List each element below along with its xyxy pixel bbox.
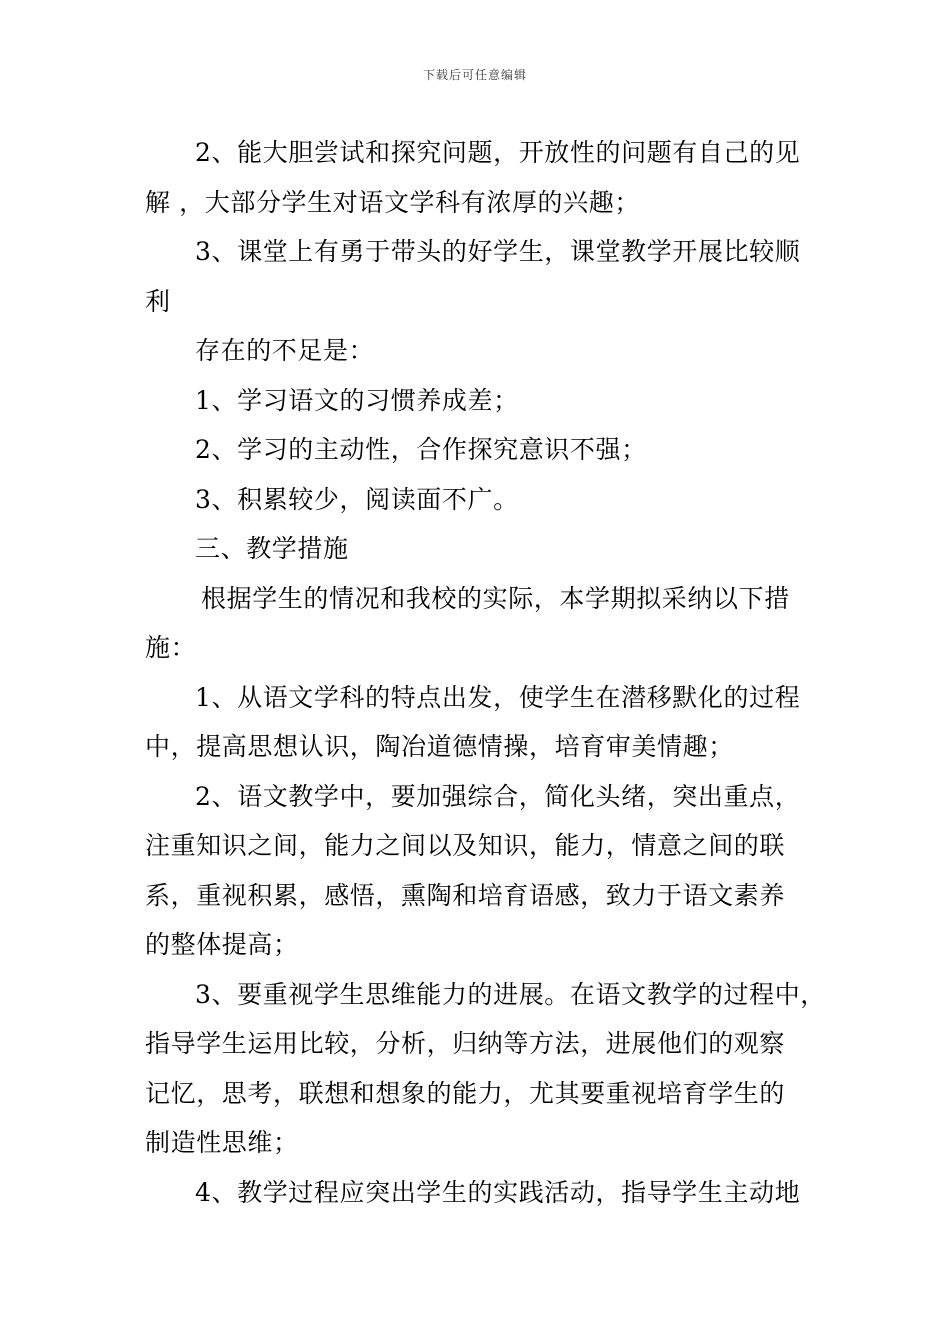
section-heading: 三、教学措施	[195, 534, 349, 563]
paragraph-line: 存在的不足是：	[195, 336, 375, 365]
paragraph-line: 系，重视积累，感悟，熏陶和培育语感，致力于语文素养	[145, 880, 786, 910]
paragraph-line: 指导学生运用比较，分析，归纳等方法，进展他们的观察	[145, 1029, 786, 1058]
paragraph-line: 施：	[145, 633, 197, 662]
paragraph-line: 制造性思维；	[145, 1128, 299, 1157]
list-item: 1、从语文学科的特点出发，使学生在潜移默化的过程	[195, 682, 801, 712]
body-text	[145, 128, 826, 1217]
list-item: 3、要重视学生思维能力的进展。在语文教学的过程中，	[195, 979, 826, 1009]
list-item: 4、教学过程应突出学生的实践活动，指导学生主动地	[195, 1177, 801, 1207]
paragraph-line: 中，提高思想认识，陶冶道德情操，培育审美情趣；	[145, 732, 734, 761]
list-item: 1、学习语文的习惯养成差；	[195, 385, 519, 415]
paragraph-line: 注重知识之间，能力之间以及知识，能力，情意之间的联	[145, 831, 786, 860]
paragraph-line: 根据学生的情况和我校的实际，本学期拟采纳以下措	[201, 583, 790, 613]
list-item: 2、学习的主动性，合作探究意识不强；	[195, 435, 647, 464]
paragraph-line: 利	[145, 286, 171, 316]
list-item: 3、积累较少，阅读面不广。	[195, 484, 519, 514]
header-note: 下载后可任意编辑	[422, 68, 527, 82]
list-item: 2、语文教学中，要加强综合，简化头绪，突出重点，	[195, 781, 801, 811]
paragraph-line: 3、课堂上有勇于带头的好学生，课堂教学开展比较顺	[195, 237, 801, 266]
paragraph-line: 2、能大胆尝试和探究问题，开放性的问题有自己的见	[195, 138, 801, 167]
paragraph-line: 解 ，大部分学生对语文学科有浓厚的兴趣；	[145, 187, 640, 217]
paragraph-line: 的整体提高；	[145, 930, 299, 959]
paragraph-line: 记忆，思考，联想和想象的能力，尤其要重视培育学生的	[145, 1078, 786, 1108]
